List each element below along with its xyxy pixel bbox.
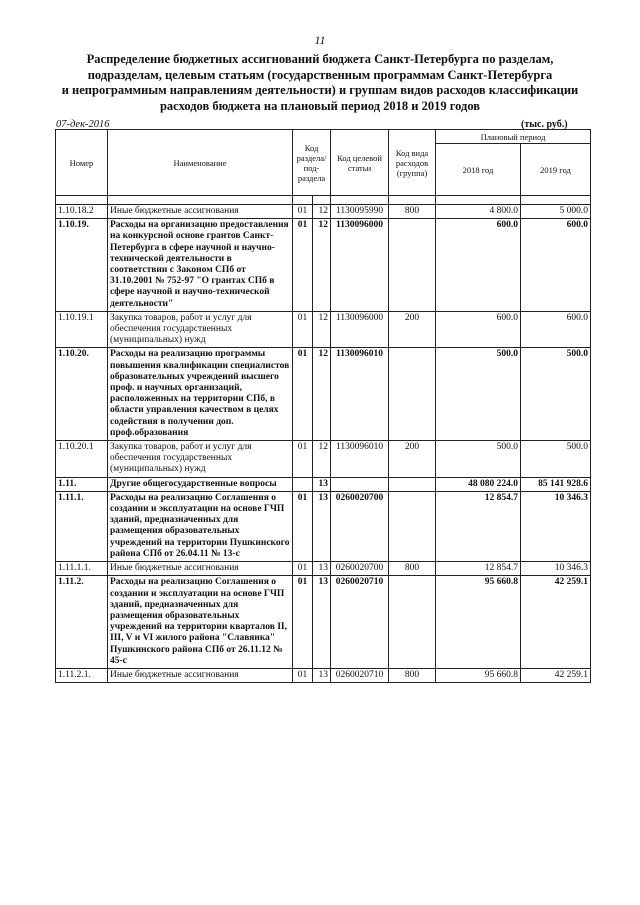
row-target-code: 1130096010 — [331, 348, 389, 441]
row-target-code — [331, 477, 389, 491]
row-value-2019: 500.0 — [521, 348, 591, 441]
row-value-2018: 500.0 — [436, 348, 521, 441]
table-header — [56, 130, 591, 205]
row-subsection: 13 — [313, 562, 331, 576]
table-row — [56, 576, 591, 669]
row-section: 01 — [293, 562, 313, 576]
row-name: Расходы на реализацию Соглашения о создании и эксплуатации на основе ГЧП зданий, предназначенных для размещения образовательных учреждений на территории кварталов II, III, V и VI жилого района "Славянка" Пушкинского района СПб от 26.11.12 № 45-с — [108, 576, 293, 669]
row-subsection: 13 — [313, 477, 331, 491]
row-target-code: 0260020710 — [331, 576, 389, 669]
header-section: Код раздела/ под- раздела — [293, 130, 331, 196]
row-section: 01 — [293, 668, 313, 682]
row-number: 1.10.20.1 — [56, 441, 108, 478]
row-value-2019: 42 259.1 — [521, 576, 591, 669]
row-target-code: 1130095990 — [331, 205, 389, 219]
row-subsection: 12 — [313, 311, 331, 348]
document-title — [45, 52, 595, 114]
table-row — [56, 477, 591, 491]
row-group-code — [389, 219, 436, 312]
row-name: Расходы на реализацию Соглашения о создании и эксплуатации на основе ГЧП зданий, предназначенных для размещения образовательных учреждений на территории Пушкинского района СПб от 26.04.11 № 13-с — [108, 491, 293, 561]
row-value-2018: 48 080 224.0 — [436, 477, 521, 491]
table-row — [56, 348, 591, 441]
row-section: 01 — [293, 205, 313, 219]
title-line: подразделам, целевым статьям (государственным программам Санкт-Петербурга — [87, 67, 553, 82]
title-line: и непрограммным направлениям деятельности) и группам видов расходов классификации — [61, 83, 579, 97]
row-target-code: 0260020700 — [331, 562, 389, 576]
row-subsection: 13 — [313, 668, 331, 682]
row-value-2018: 600.0 — [436, 219, 521, 312]
table-body — [56, 205, 591, 683]
row-target-code: 0260020710 — [331, 668, 389, 682]
table-row — [56, 562, 591, 576]
row-value-2019: 10 346.3 — [521, 562, 591, 576]
header-planned: Плановый период — [436, 130, 591, 144]
row-name: Иные бюджетные ассигнования — [108, 205, 293, 219]
table-row — [56, 668, 591, 682]
row-number: 1.11.2.1. — [56, 668, 108, 682]
row-number: 1.11.1. — [56, 491, 108, 561]
row-value-2018: 600.0 — [436, 311, 521, 348]
row-group-code — [389, 477, 436, 491]
table-row — [56, 441, 591, 478]
table-row — [56, 491, 591, 561]
row-subsection: 12 — [313, 205, 331, 219]
row-number: 1.10.20. — [56, 348, 108, 441]
row-subsection: 12 — [313, 219, 331, 312]
table-row — [56, 205, 591, 219]
row-section: 01 — [293, 491, 313, 561]
header-number: Номер — [56, 130, 108, 196]
table-row — [56, 219, 591, 312]
document-date: 07-дек-2016 — [56, 119, 110, 130]
unit-label: (тыс. руб.) — [521, 119, 568, 130]
title-line: расходов бюджета на плановый период 2018 и 2019 годов — [159, 98, 481, 113]
row-name: Другие общегосударственные вопросы — [108, 477, 293, 491]
row-section — [293, 477, 313, 491]
row-value-2018: 95 660.8 — [436, 576, 521, 669]
row-value-2019: 10 346.3 — [521, 491, 591, 561]
row-target-code: 1130096000 — [331, 311, 389, 348]
table-row — [56, 311, 591, 348]
header-target: Код целевой статьи — [331, 130, 389, 196]
row-number: 1.11.2. — [56, 576, 108, 669]
row-name: Закупка товаров, работ и услуг для обеспечения государственных (муниципальных) нужд — [108, 441, 293, 478]
row-section: 01 — [293, 311, 313, 348]
row-group-code — [389, 348, 436, 441]
row-number: 1.10.18.2 — [56, 205, 108, 219]
row-name: Расходы на организацию предоставления на конкурсной основе грантов Санкт-Петербурга в сфере научной и научно-технической деятельности в соответствии с Законом СПб от 31.10.2001 № 752-97 "О грантах СПб в сфере научной и научно-технической деятельности" — [108, 219, 293, 312]
row-group-code: 800 — [389, 668, 436, 682]
row-value-2018: 12 854.7 — [436, 491, 521, 561]
row-target-code: 1130096010 — [331, 441, 389, 478]
row-value-2019: 600.0 — [521, 311, 591, 348]
row-value-2018: 12 854.7 — [436, 562, 521, 576]
row-value-2018: 95 660.8 — [436, 668, 521, 682]
row-value-2019: 5 000.0 — [521, 205, 591, 219]
row-number: 1.10.19.1 — [56, 311, 108, 348]
row-value-2019: 600.0 — [521, 219, 591, 312]
row-target-code: 1130096000 — [331, 219, 389, 312]
row-value-2018: 500.0 — [436, 441, 521, 478]
row-number: 1.11.1.1. — [56, 562, 108, 576]
title-line: Распределение бюджетных ассигнований бюджета Санкт-Петербурга по разделам, — [86, 52, 554, 66]
row-value-2019: 500.0 — [521, 441, 591, 478]
row-section: 01 — [293, 219, 313, 312]
header-name: Наименование — [108, 130, 293, 196]
row-number: 1.10.19. — [56, 219, 108, 312]
row-subsection: 12 — [313, 441, 331, 478]
row-section: 01 — [293, 576, 313, 669]
row-subsection: 12 — [313, 348, 331, 441]
header-2018: 2018 год — [436, 144, 521, 196]
row-value-2019: 85 141 928.6 — [521, 477, 591, 491]
row-name: Иные бюджетные ассигнования — [108, 562, 293, 576]
row-value-2019: 42 259.1 — [521, 668, 591, 682]
row-group-code — [389, 491, 436, 561]
row-name: Расходы на реализацию программы повышения квалификации специалистов образовательных учреждений высшего проф. и научных организаций, расположенных на территории СПб, в области управления качеством в целях содействия в получении доп. проф.образования — [108, 348, 293, 441]
row-name: Иные бюджетные ассигнования — [108, 668, 293, 682]
row-number: 1.11. — [56, 477, 108, 491]
row-target-code: 0260020700 — [331, 491, 389, 561]
header-2019: 2019 год — [521, 144, 591, 196]
budget-table — [55, 129, 591, 683]
row-group-code: 800 — [389, 205, 436, 219]
row-group-code: 200 — [389, 441, 436, 478]
row-section: 01 — [293, 441, 313, 478]
row-group-code — [389, 576, 436, 669]
row-value-2018: 4 800.0 — [436, 205, 521, 219]
row-subsection: 13 — [313, 491, 331, 561]
row-subsection: 13 — [313, 576, 331, 669]
row-group-code: 800 — [389, 562, 436, 576]
header-group: Код вида расходов (группа) — [389, 130, 436, 196]
row-name: Закупка товаров, работ и услуг для обеспечения государственных (муниципальных) нужд — [108, 311, 293, 348]
row-section: 01 — [293, 348, 313, 441]
page-number: 11 — [314, 33, 326, 47]
row-group-code: 200 — [389, 311, 436, 348]
